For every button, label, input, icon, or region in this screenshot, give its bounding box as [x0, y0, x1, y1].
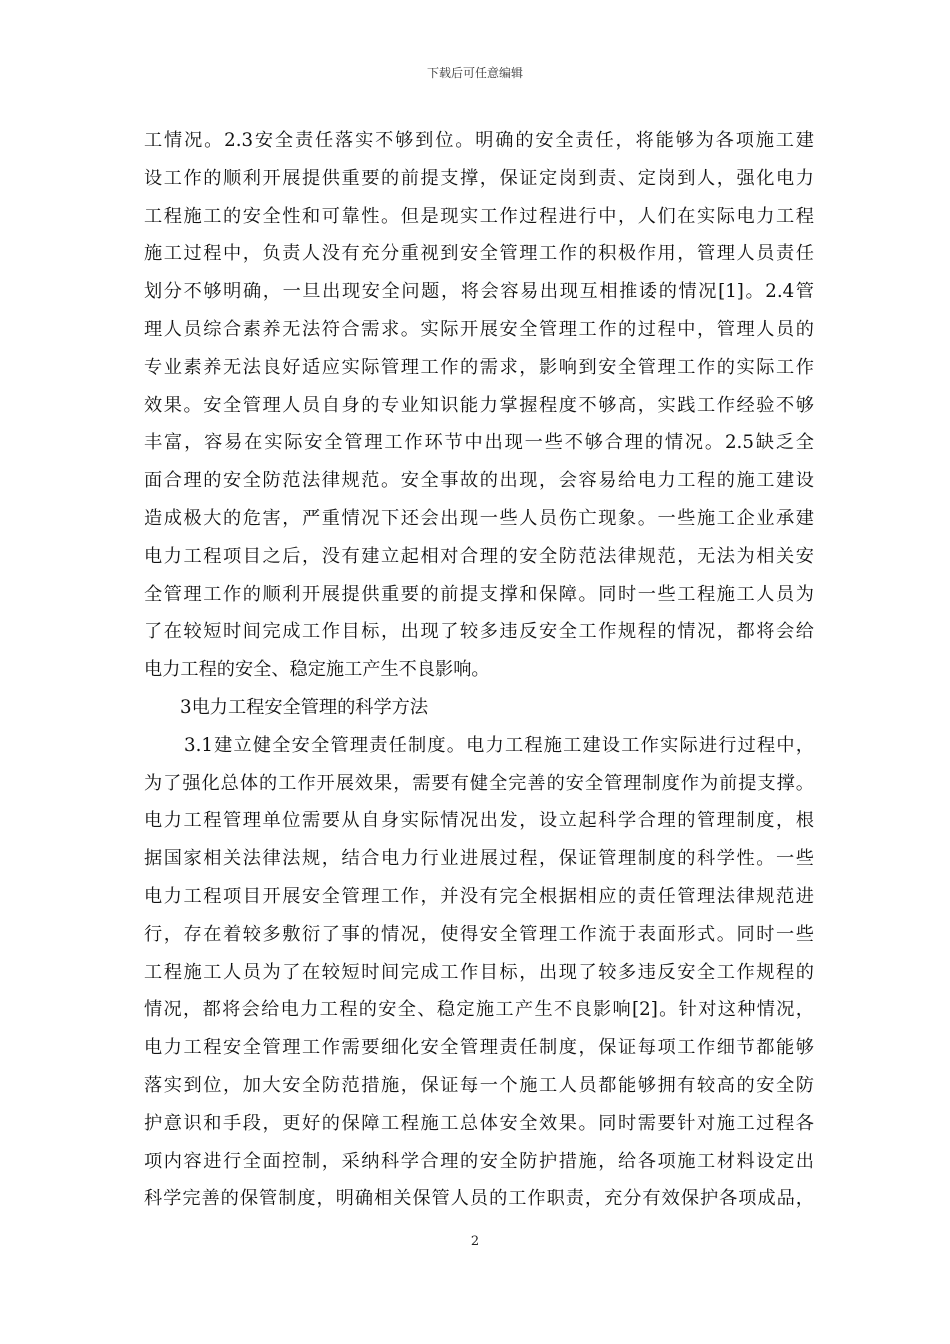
- text-line: 造成极大的危害，严重情况下还会出现一些人员伤亡现象。一些施工企业承建: [144, 507, 814, 529]
- text-line: 电力工程的安全、稳定施工产生不良影响。: [144, 659, 490, 681]
- text-line: 电力工程管理单位需要从自身实际情况出发，设立起科学合理的管理制度，根: [144, 810, 814, 832]
- text-line: 为了强化总体的工作开展效果，需要有健全完善的安全管理制度作为前提支撑。: [144, 772, 814, 794]
- text-line: 工情况。2.3安全责任落实不够到位。明确的安全责任，将能够为各项施工建: [144, 130, 814, 151]
- section-heading: 3电力工程安全管理的科学方法: [180, 696, 429, 718]
- text-line: 了在较短时间完成工作目标，出现了较多违反安全工作规程的情况，都将会给: [144, 621, 814, 643]
- text-line: 电力工程项目之后，没有建立起相对合理的安全防范法律规范，无法为相关安: [144, 545, 814, 567]
- text-line: 电力工程项目开展安全管理工作，并没有完全根据相应的责任管理法律规范进: [144, 885, 814, 907]
- document-body: [144, 122, 814, 1218]
- page-header: 下载后可任意编辑: [426, 66, 523, 80]
- paragraph-2-3-to-2-5: [144, 122, 814, 689]
- text-line: 丰富，容易在实际安全管理工作环节中出现一些不够合理的情况。2.5缺乏全: [144, 432, 814, 454]
- text-line: 据国家相关法律法规，结合电力行业进展过程，保证管理制度的科学性。一些: [144, 848, 814, 870]
- text-line: 行，存在着较多敷衍了事的情况，使得安全管理工作流于表面形式。同时一些: [144, 923, 814, 945]
- text-line: 情况，都将会给电力工程的安全、稳定施工产生不良影响[2]。针对这种情况，: [144, 999, 814, 1021]
- text-line: 工程施工人员为了在较短时间完成工作目标，出现了较多违反安全工作规程的: [144, 961, 814, 983]
- text-line: 面合理的安全防范法律规范。安全事故的出现，会容易给电力工程的施工建设: [144, 470, 814, 492]
- text-line: 3.1建立健全安全管理责任制度。电力工程施工建设工作实际进行过程中，: [184, 734, 814, 756]
- text-line: 设工作的顺利开展提供重要的前提支撑，保证定岗到责、定岗到人，强化电力: [144, 167, 814, 189]
- text-line: 全管理工作的顺利开展提供重要的前提支撑和保障。同时一些工程施工人员为: [144, 583, 814, 605]
- text-line: 工程施工的安全性和可靠性。但是现实工作过程进行中，人们在实际电力工程: [144, 205, 814, 227]
- text-line: 电力工程安全管理工作需要细化安全管理责任制度，保证每项工作细节都能够: [144, 1037, 814, 1059]
- text-line: 科学完善的保管制度，明确相关保管人员的工作职责，充分有效保护各项成品，: [144, 1188, 814, 1210]
- paragraph-3-1: [144, 727, 814, 1218]
- text-line: 项内容进行全面控制，采纳科学合理的安全防护措施，给各项施工材料设定出: [144, 1150, 814, 1172]
- text-line: 施工过程中，负责人没有充分重视到安全管理工作的积极作用，管理人员责任: [144, 243, 814, 265]
- text-line: 护意识和手段，更好的保障工程施工总体安全效果。同时需要针对施工过程各: [144, 1112, 814, 1134]
- text-line: 划分不够明确，一旦出现安全问题，将会容易出现互相推诿的情况[1]。2.4管: [144, 281, 814, 303]
- text-line: 效果。安全管理人员自身的专业知识能力掌握程度不够高，实践工作经验不够: [144, 394, 814, 416]
- text-line: 理人员综合素养无法符合需求。实际开展安全管理工作的过程中，管理人员的: [144, 318, 814, 340]
- text-line: 落实到位，加大安全防范措施，保证每一个施工人员都能够拥有较高的安全防: [144, 1074, 814, 1096]
- page-number: 2: [470, 1234, 480, 1249]
- text-line: 专业素养无法良好适应实际管理工作的需求，影响到安全管理工作的实际工作: [144, 356, 814, 378]
